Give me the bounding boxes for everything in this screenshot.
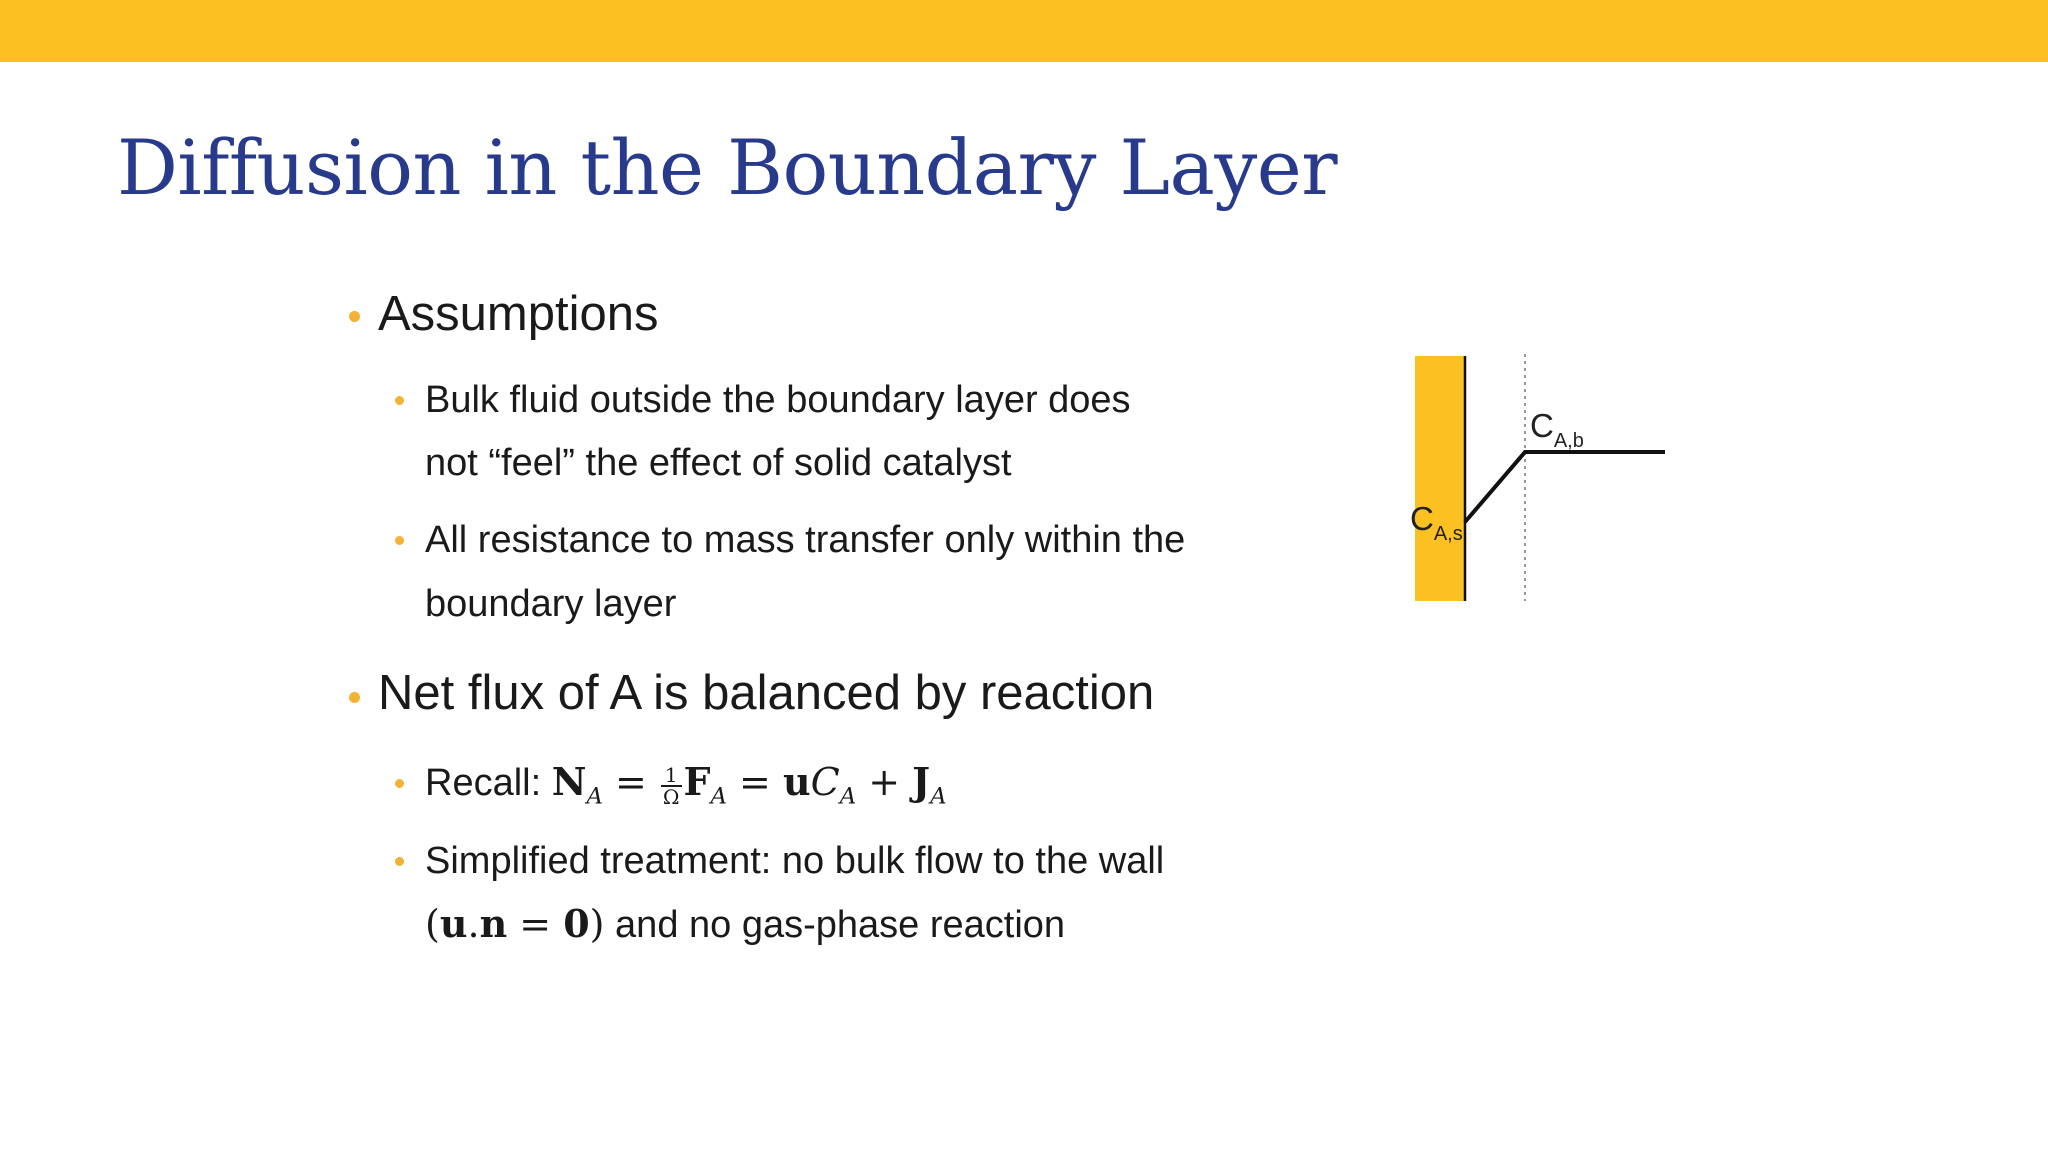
assumption-1-line-2: not “feel” the effect of solid catalyst [425,442,1012,484]
fraction-one-over-omega: $\frac{1}{\Omega}$ [662,762,680,809]
boundary-layer-diagram [1400,340,1700,620]
bullet-dot [395,536,404,545]
bullet-dot [395,779,404,788]
bullet-net-flux: Net flux of A is balanced by reaction [378,666,1155,720]
catalyst-wall [1415,356,1465,601]
simplified-line-2-text: and no gas-phase reaction [615,904,1066,946]
bulk-concentration-label: $C_{A,b}$ [1530,407,1584,452]
surface-concentration-label: $C_{A,s}$ [1410,500,1463,545]
assumption-2-line-1: All resistance to mass transfer only within the [425,519,1186,561]
top-accent-bar [0,0,2048,62]
simplified-line-2 [425,892,1065,957]
bullet-dot [349,311,360,322]
slide-title: Diffusion in the Boundary Layer [117,123,1338,212]
recall-label: Recall: [425,762,542,804]
recall-equation-line [425,750,947,829]
bullet-dot [395,396,404,405]
concentration-profile [1465,452,1665,522]
bullet-dot [349,692,360,703]
assumption-1-line-1: Bulk fluid outside the boundary layer does [425,379,1131,421]
bullet-assumptions: Assumptions [378,287,659,341]
no-bulk-flow-equation: (u.n = 0) [425,901,605,946]
simplified-line-1: Simplified treatment: no bulk flow to the wall [425,840,1165,882]
bullet-dot [395,857,404,866]
flux-equation: $N_A$ = $\frac{1}{\Omega}$ $F_A = uC_A + J_A$ [551,759,947,810]
assumption-2-line-2: boundary layer [425,583,677,625]
